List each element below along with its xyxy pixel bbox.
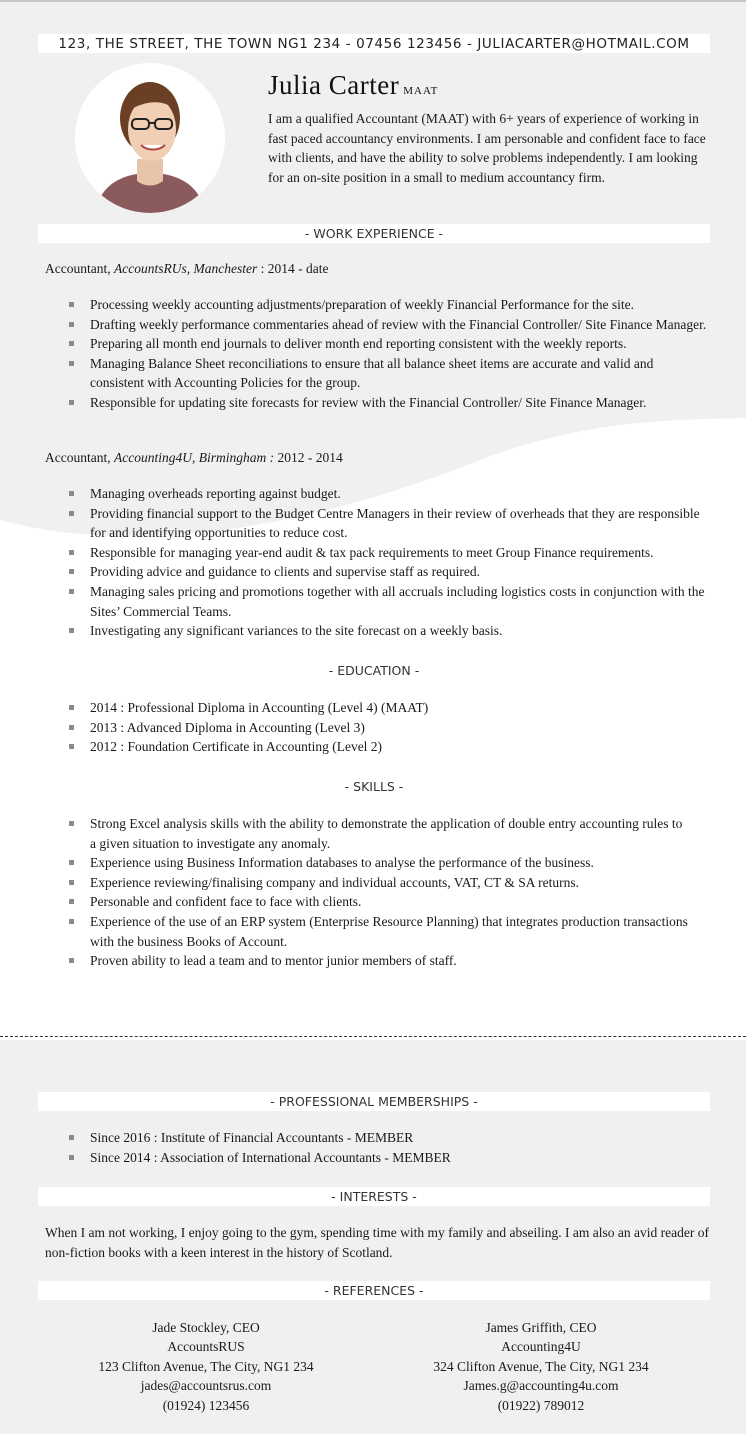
reference-address: 324 Clifton Avenue, The City, NG1 234 — [433, 1358, 649, 1374]
reference-address: 123 Clifton Avenue, The City, NG1 234 — [98, 1358, 314, 1374]
job-1-heading: Accountant, AccountsRUs, Manchester : 2014 - date — [45, 261, 329, 276]
list-item: 2013 : Advanced Diploma in Accounting (Level 3) — [68, 718, 708, 738]
education-heading: - EDUCATION - — [38, 661, 710, 680]
reference-phone: (01922) 789012 — [497, 1397, 585, 1413]
list-item: Experience reviewing/finalising company and individual accounts, VAT, CT & SA returns. — [68, 873, 688, 893]
page-break-divider — [0, 1036, 746, 1037]
list-item: Since 2016 : Institute of Financial Accountants - MEMBER — [68, 1128, 708, 1148]
profile-photo — [75, 63, 225, 213]
list-item: Experience of the use of an ERP system (Enterprise Resource Planning) that integrates production transactions with the business Books of Account. — [68, 912, 688, 951]
list-item: Managing overheads reporting against budget. — [68, 484, 708, 504]
list-item: Since 2014 : Association of International Accountants - MEMBER — [68, 1148, 708, 1168]
profile-summary: I am a qualified Accountant (MAAT) with 6+ years of experience of working in fast paced accountancy environments. I am personable and confident face to face with clients, and have the ability to solve problems independently. I am looking for an on-site position in a small to medium accountancy firm. — [268, 111, 706, 185]
reference-2 — [381, 1318, 701, 1415]
list-item: 2012 : Foundation Certificate in Accounting (Level 2) — [68, 737, 708, 757]
references-heading: - REFERENCES - — [38, 1281, 710, 1300]
qualification: MAAT — [403, 85, 439, 97]
reference-company: Accounting4U — [501, 1339, 581, 1355]
portrait-image — [75, 63, 225, 213]
list-item: Personable and confident face to face with clients. — [68, 892, 688, 912]
memberships-heading: - PROFESSIONAL MEMBERSHIPS - — [38, 1092, 710, 1111]
list-item: Responsible for updating site forecasts for review with the Financial Controller/ Site Finance Manager. — [68, 393, 708, 413]
reference-phone: (01924) 123456 — [162, 1397, 250, 1413]
job-2-heading: Accountant, Accounting4U, Birmingham : 2012 - 2014 — [45, 450, 343, 465]
list-item: Processing weekly accounting adjustments/preparation of weekly Financial Performance for the site. — [68, 295, 708, 315]
reference-name: James Griffith, CEO — [485, 1320, 597, 1335]
job-1-duties — [68, 295, 708, 413]
top-border — [0, 0, 746, 2]
memberships-list — [68, 1128, 708, 1167]
list-item: 2014 : Professional Diploma in Accounting (Level 4) (MAAT) — [68, 698, 708, 718]
list-item: Responsible for managing year-end audit & tax pack requirements to meet Group Finance requirements. — [68, 543, 708, 563]
reference-email: jades@accountsrus.com — [140, 1378, 272, 1394]
list-item: Managing Balance Sheet reconciliations to ensure that all balance sheet items are accurate and valid and consistent with Accounting Policies for the group. — [68, 354, 708, 393]
interests-heading: - INTERESTS - — [38, 1187, 710, 1206]
list-item: Managing sales pricing and promotions together with all accruals including logistics costs in conjunction with the Sites’ Commercial Teams. — [68, 582, 708, 621]
reference-email: James.g@accounting4u.com — [463, 1378, 619, 1394]
list-item: Providing financial support to the Budget Centre Managers in their review of overheads that they are responsible for and identifying opportunities to reduce cost. — [68, 504, 708, 543]
list-item: Strong Excel analysis skills with the ability to demonstrate the application of double entry accounting rules to a given situation to investigate any anomaly. — [68, 814, 688, 853]
reference-company: AccountsRUS — [167, 1339, 245, 1355]
skills-heading: - SKILLS - — [38, 777, 710, 796]
education-list — [68, 698, 708, 757]
list-item: Proven ability to lead a team and to mentor junior members of staff. — [68, 951, 688, 971]
list-item: Experience using Business Information databases to analyse the performance of the business. — [68, 853, 688, 873]
interests-text: When I am not working, I enjoy going to the gym, spending time with my family and abseiling. I am also an avid reader of non-fiction books with a keen interest in the history of Scotland. — [45, 1225, 709, 1260]
reference-name: Jade Stockley, CEO — [152, 1320, 260, 1335]
skills-list — [68, 814, 688, 971]
work-experience-heading: - WORK EXPERIENCE - — [38, 224, 710, 243]
contact-bar: 123, THE STREET, THE TOWN NG1 234 - 07456 123456 - JULIACARTER@HOTMAIL.COM — [38, 34, 710, 53]
list-item: Drafting weekly performance commentaries ahead of review with the Financial Controller/ Site Finance Manager. — [68, 315, 708, 335]
candidate-name: Julia Carter MAAT — [268, 70, 439, 100]
list-item: Investigating any significant variances to the site forecast on a weekly basis. — [68, 621, 708, 641]
list-item: Providing advice and guidance to clients and supervise staff as required. — [68, 562, 708, 582]
reference-1 — [46, 1318, 366, 1415]
list-item: Preparing all month end journals to deliver month end reporting consistent with the weekly reports. — [68, 334, 708, 354]
job-2-duties — [68, 484, 708, 641]
